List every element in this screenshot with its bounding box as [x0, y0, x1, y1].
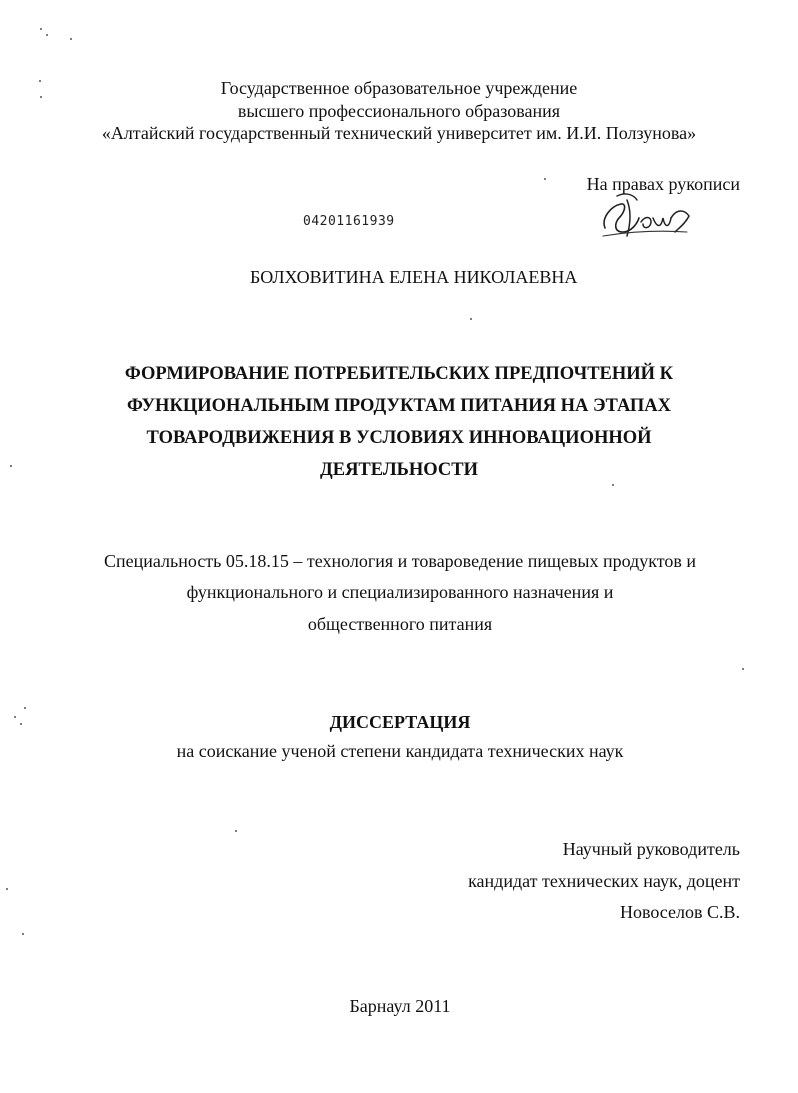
- inventory-number: 04201161939: [303, 214, 395, 229]
- scan-speck: [235, 830, 237, 832]
- supervisor-role: Научный руководитель: [562, 839, 740, 859]
- dissertation-subtitle: на соискание ученой степени кандидата технических наук: [176, 741, 624, 761]
- dissertation-heading: ДИССЕРТАЦИЯ: [329, 712, 471, 732]
- scan-speck: [70, 38, 72, 40]
- manuscript-note: На правах рукописи: [586, 174, 740, 194]
- dissertation-title: [100, 358, 698, 486]
- scan-speck: [10, 465, 12, 467]
- scan-speck: [22, 933, 24, 935]
- scan-speck: [470, 318, 472, 320]
- scan-speck: [6, 888, 8, 890]
- title-line-2: ФУНКЦИОНАЛЬНЫМ ПРОДУКТАМ ПИТАНИЯ НА ЭТАПАХ: [127, 396, 671, 416]
- institution-line-2: высшего профессионального образования: [237, 101, 561, 121]
- scan-speck: [14, 716, 16, 718]
- scan-speck: [40, 28, 42, 30]
- supervisor-name: Новоселов С.В.: [619, 902, 740, 922]
- scan-speck: [40, 96, 42, 98]
- scan-speck: [39, 80, 41, 82]
- scan-speck: [742, 668, 744, 670]
- supervisor-degree: кандидат технических наук, доцент: [468, 871, 740, 891]
- place-year: Барнаул 2011: [349, 996, 451, 1016]
- author-name: БОЛХОВИТИНА ЕЛЕНА НИКОЛАЕВНА: [250, 267, 578, 287]
- scan-speck: [20, 723, 22, 725]
- scan-speck: [544, 178, 546, 180]
- signature-icon: [597, 188, 697, 248]
- scan-speck: [46, 34, 48, 36]
- institution-line-3: «Алтайский государственный технический университет им. И.И. Ползунова»: [101, 123, 697, 143]
- title-line-3: ТОВАРОДВИЖЕНИЯ В УСЛОВИЯХ ИННОВАЦИОННОЙ: [146, 428, 652, 448]
- specialty-line-2: функционального и специализированного назначения и: [186, 582, 614, 602]
- scan-speck: [24, 707, 26, 709]
- title-line-1: ФОРМИРОВАНИЕ ПОТРЕБИТЕЛЬСКИХ ПРЕДПОЧТЕНИЙ К: [124, 364, 674, 384]
- institution-line-1: Государственное образовательное учреждение: [220, 78, 578, 98]
- specialty-line-1: Специальность 05.18.15 – технология и товароведение пищевых продуктов и: [104, 551, 696, 571]
- scan-speck: [612, 484, 614, 486]
- specialty-line-3: общественного питания: [307, 614, 493, 634]
- title-line-4: ДЕЯТЕЛЬНОСТИ: [320, 460, 478, 480]
